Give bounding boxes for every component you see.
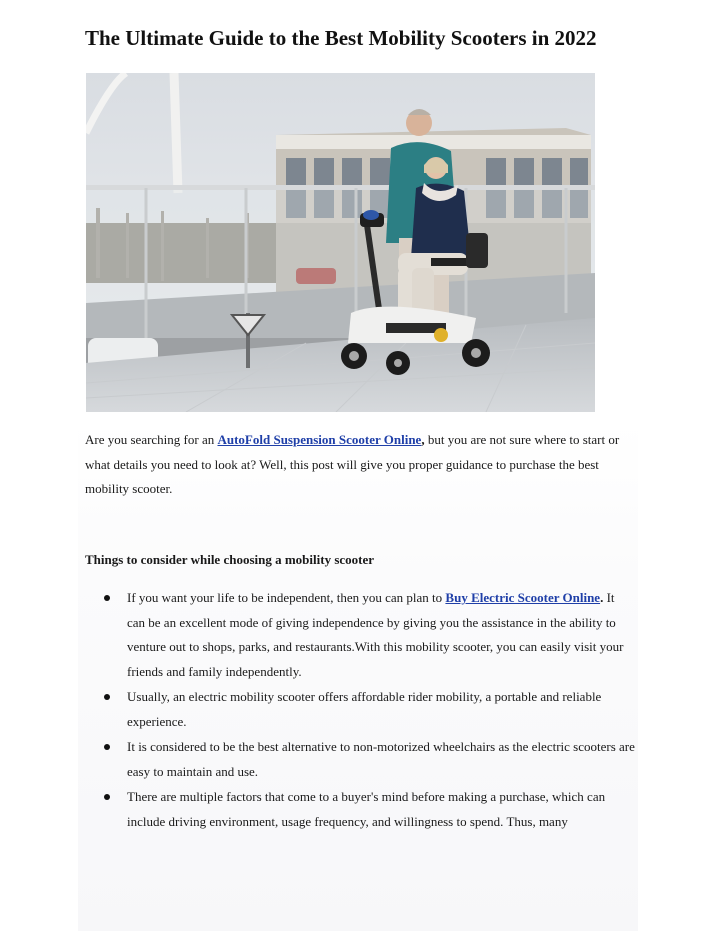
list-item	[85, 785, 635, 834]
considerations-list	[85, 586, 635, 835]
page-title: The Ultimate Guide to the Best Mobility Scooters in 2022	[85, 26, 597, 50]
list-item-text: It is considered to be the best alternative to non-motorized wheelchairs as the electric scooters are easy to maintain and use.	[127, 739, 635, 779]
bullet-icon	[104, 744, 110, 750]
list-item-text: There are multiple factors that come to a buyer's mind before making a purchase, which can include driving environment, usage frequency, and willingness to spend. Thus, many	[127, 789, 606, 829]
bullet-icon	[104, 694, 110, 700]
list-item-text-before-link: If you want your life to be independent, then you can plan to	[127, 590, 446, 605]
buy-electric-scooter-link[interactable]: Buy Electric Scooter Online	[445, 590, 601, 605]
bullet-icon	[104, 794, 110, 800]
hero-image	[86, 73, 595, 412]
list-item	[85, 735, 635, 784]
list-item-text: Usually, an electric mobility scooter offers affordable rider mobility, a portable and reliable experience.	[127, 689, 602, 729]
intro-text-after-link: but you are not sure where to start or what details you need to look at? Well, this post will give you proper guidance to purchase the best mobility scooter.	[85, 432, 620, 496]
list-item-link-suffix: .	[600, 590, 604, 605]
intro-text-before-link: Are you searching for an	[85, 432, 218, 447]
bullet-icon	[104, 595, 110, 601]
list-item-text-after-link: It can be an excellent mode of giving independence by giving you the assistance in the ability to venture out to shops, parks, and restaurants.With this mobility scooter, you can easily visit your friends and family independently.	[127, 590, 624, 679]
autofold-scooter-link[interactable]: AutoFold Suspension Scooter Online	[217, 432, 422, 447]
section-heading: Things to consider while choosing a mobility scooter	[85, 552, 375, 567]
list-item	[85, 685, 635, 734]
list-item	[85, 586, 635, 684]
intro-paragraph	[85, 428, 630, 502]
intro-link-suffix: ,	[421, 432, 425, 447]
mobility-scooter-photo	[86, 73, 595, 412]
